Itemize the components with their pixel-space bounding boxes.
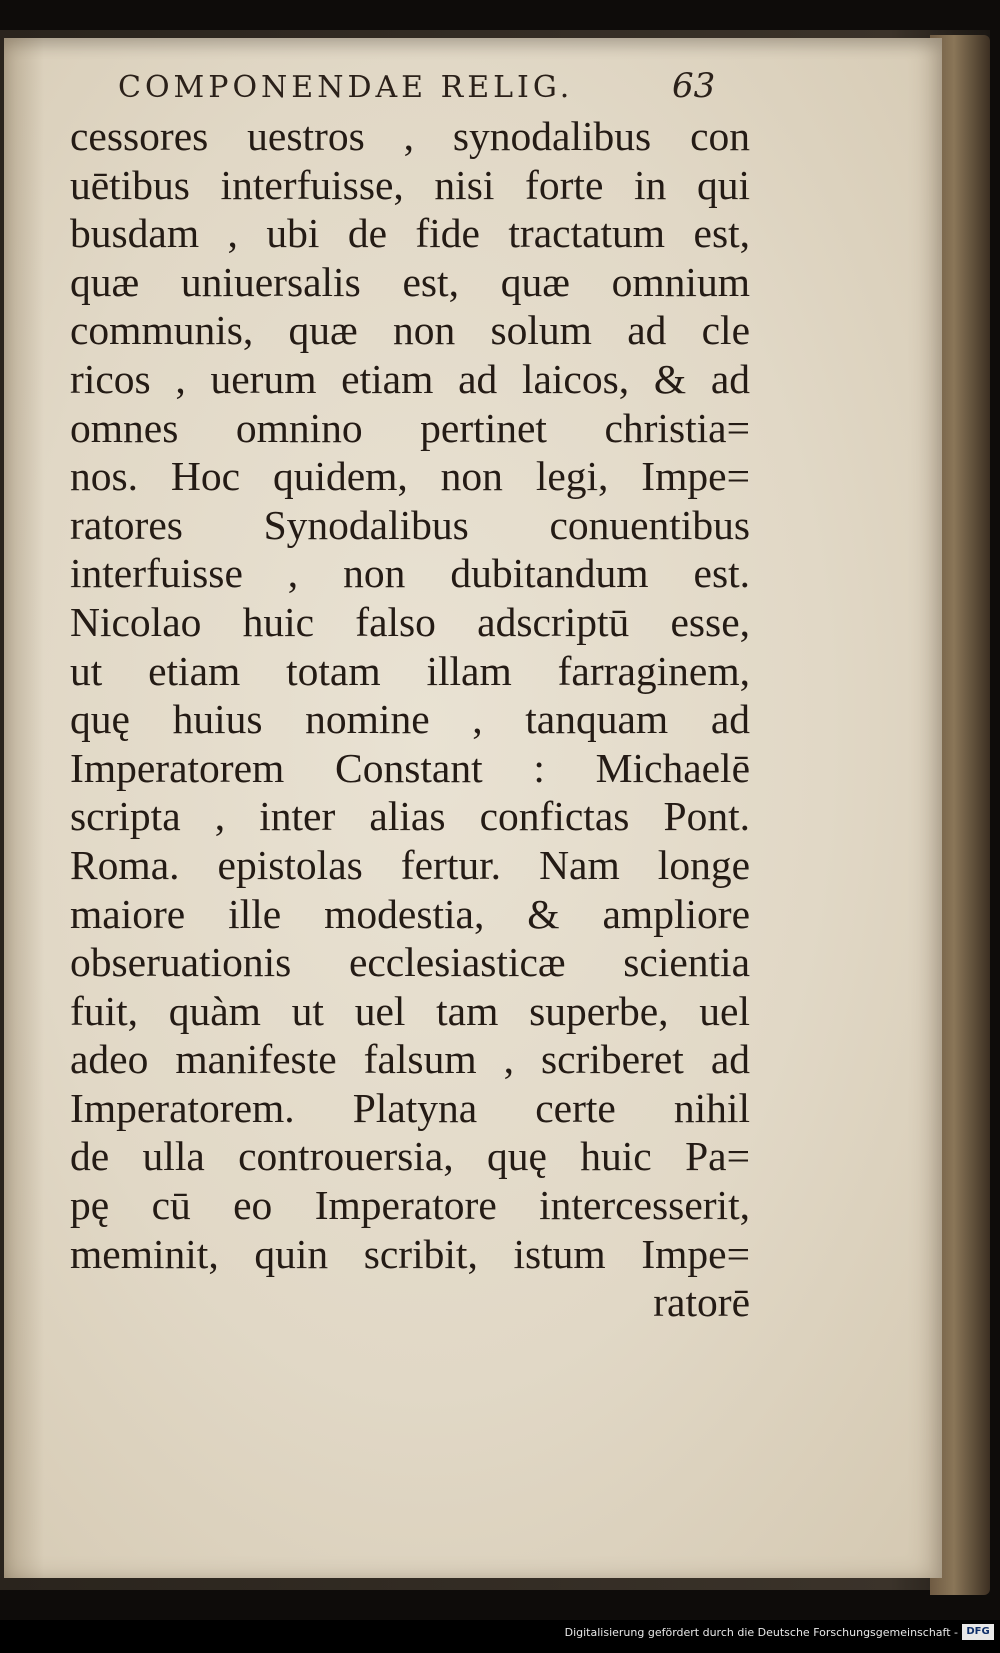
text-line: busdam , ubi de fide tractatum est, bbox=[70, 210, 750, 257]
text-line: communis, quæ non solum ad cle bbox=[70, 307, 750, 354]
catchword: ratorē bbox=[653, 1279, 750, 1326]
digitization-footer bbox=[0, 1620, 1000, 1653]
body-text bbox=[70, 112, 750, 1327]
dfg-logo: DFG bbox=[962, 1624, 994, 1640]
text-line: quę huius nomine , tanquam ad bbox=[70, 696, 750, 743]
text-line: obseruationis ecclesiasticæ scientia bbox=[70, 939, 750, 986]
text-line: Imperatorem Constant : Michaelē bbox=[70, 744, 750, 791]
text-line: scripta , inter alias confictas Pont. bbox=[70, 793, 750, 840]
text-line: Nicolao huic falso adscriptū esse, bbox=[70, 598, 750, 645]
text-line: nos. Hoc quidem, non legi, Impe= bbox=[70, 453, 750, 500]
text-line: ut etiam totam illam farraginem, bbox=[70, 647, 750, 694]
text-line: maiore ille modestia, & ampliore bbox=[70, 890, 750, 937]
text-line: ricos , uerum etiam ad laicos, & ad bbox=[70, 355, 750, 402]
gutter-shadow bbox=[4, 38, 44, 1578]
text-line: meminit, quin scribit, istum Impe= bbox=[70, 1230, 750, 1277]
text-line: cessores uestros , synodalibus con bbox=[70, 113, 750, 159]
text-line: Imperatorem. Platyna certe nihil bbox=[70, 1084, 750, 1131]
text-line: omnes omnino pertinet christia= bbox=[70, 404, 750, 451]
text-line: quæ uniuersalis est, quæ omnium bbox=[70, 258, 750, 305]
text-line: ratores Synodalibus conuentibus bbox=[70, 501, 750, 548]
funding-credit: Digitalisierung gefördert durch die Deutsche Forschungsgemeinschaft - bbox=[564, 1626, 958, 1639]
text-line: adeo manifeste falsum , scriberet ad bbox=[70, 1036, 750, 1083]
text-line: interfuisse , non dubitandum est. bbox=[70, 550, 750, 597]
running-head: COMPONENDAE RELIG. bbox=[118, 70, 574, 105]
text-line: de ulla controuersia, quę huic Pa= bbox=[70, 1133, 750, 1180]
text-line: pę cū eo Imperatore intercesserit, bbox=[70, 1182, 750, 1229]
text-line: uētibus interfuisse, nisi forte in qui bbox=[70, 161, 750, 208]
page-number: 63 bbox=[672, 66, 716, 106]
text-line: fuit, quàm ut uel tam superbe, uel bbox=[70, 987, 750, 1034]
text-line: Roma. epistolas fertur. Nam longe bbox=[70, 841, 750, 888]
